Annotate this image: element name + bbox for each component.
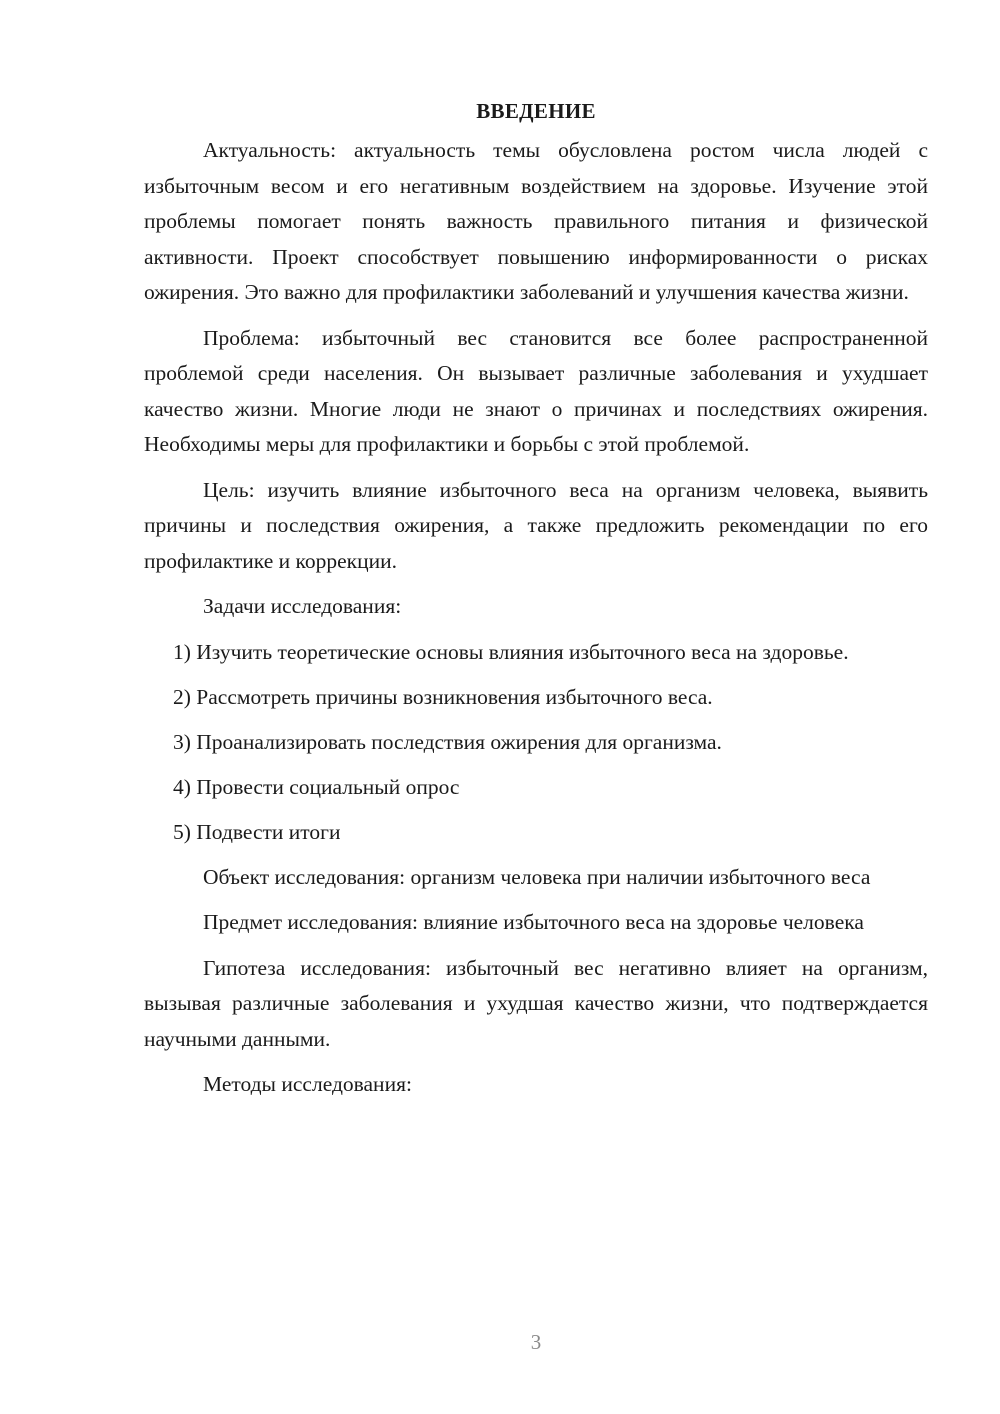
document-page: [144, 94, 928, 1113]
task-item: 4) Провести социальный опрос: [173, 774, 460, 799]
relevance-paragraph: Актуальность: актуальность темы обусловлена ростом числа людей с избыточным весом и его негативным воздействием на здоровье. Изучение этой проблемы помогает понять важность правильного питания и физической активности. Проект способствует повышению информированности о рисках ожирения. Это важно для профилактики заболеваний и улучшения качества жизни.: [144, 138, 928, 304]
problem-paragraph: Проблема: избыточный вес становится все более распространенной проблемой среди населения. Он вызывает различные заболевания и ухудшает качество жизни. Многие люди не знают о причинах и последствиях ожирения. Необходимы меры для профилактики и борьбы с этой проблемой.: [144, 325, 928, 456]
page-number: 3: [530, 1330, 542, 1354]
object-paragraph: Объект исследования: организм человека при наличии избыточного веса: [203, 864, 871, 889]
task-item: 3) Проанализировать последствия ожирения для организма.: [173, 729, 722, 754]
task-item: 5) Подвести итоги: [173, 819, 341, 844]
subject-paragraph: Предмет исследования: влияние избыточного веса на здоровье человека: [203, 910, 864, 934]
section-title: ВВЕДЕНИЕ: [476, 99, 596, 123]
task-item: 2) Рассмотреть причины возникновения избыточного веса.: [173, 684, 713, 709]
methods-heading: Методы исследования:: [203, 1072, 412, 1096]
tasks-heading: Задачи исследования:: [203, 594, 402, 618]
task-item: 1) Изучить теоретические основы влияния избыточного веса на здоровье.: [173, 639, 849, 664]
goal-paragraph: Цель: изучить влияние избыточного веса на организм человека, выявить причины и последствия ожирения, а также предложить рекомендации по его профилактике и коррекции.: [144, 477, 928, 573]
hypothesis-paragraph: Гипотеза исследования: избыточный вес негативно влияет на организм, вызывая различные заболевания и ухудшая качество жизни, что подтверждается научными данными.: [144, 955, 928, 1051]
